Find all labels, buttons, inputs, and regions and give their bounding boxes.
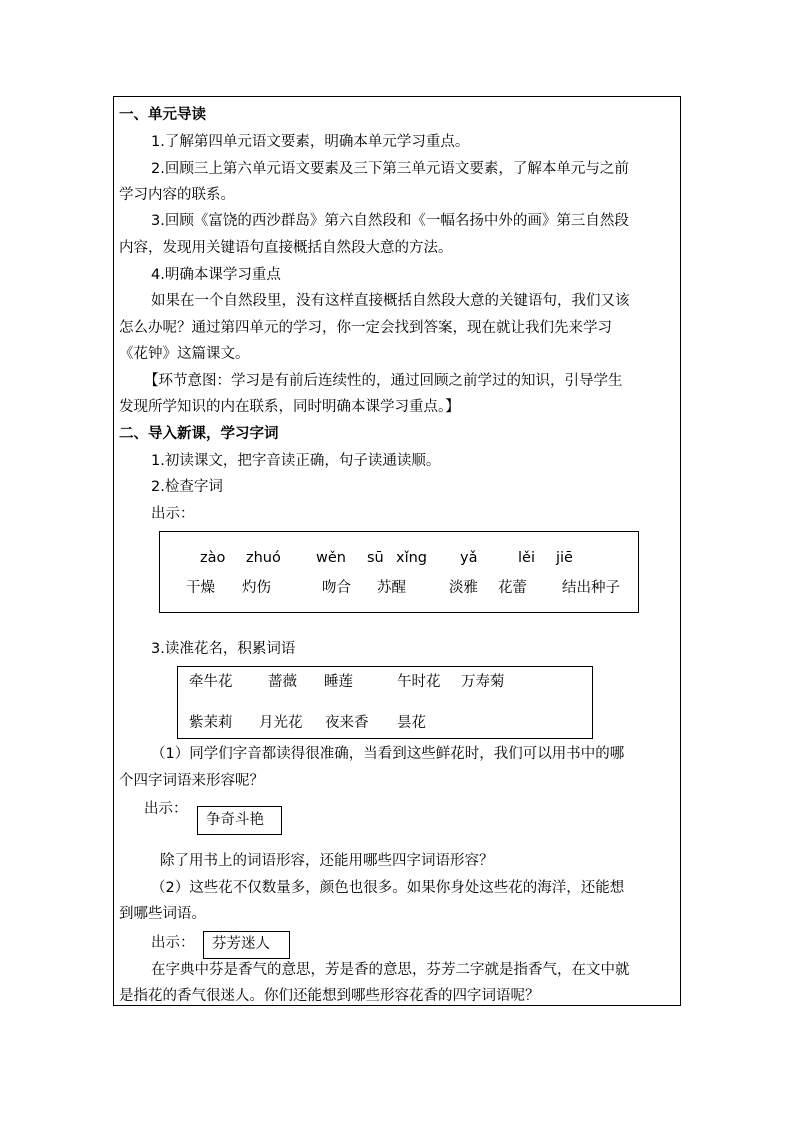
show-label-1: 出示：: [151, 506, 195, 522]
section1-note-line1: 【环节意图：学习是有前后连续性的，通过回顾之前学过的知识，引导学生: [144, 373, 623, 389]
word-wenhe: 吻合: [322, 580, 351, 596]
section1-heading: 一、单元导读: [119, 107, 206, 123]
section1-item1: 1.了解第四单元语文要素，明确本单元学习重点。: [151, 134, 470, 150]
word-zhuoshang: 灼伤: [242, 580, 271, 596]
pinyin-lei: lěi: [518, 550, 535, 566]
flower-qiangwei: 蔷薇: [268, 674, 297, 690]
section1-item2-line1: 2.回顾三上第六单元语文要素及三下第三单元语文要素，了解本单元与之前: [151, 161, 629, 177]
pinyin-zao: zào: [200, 550, 226, 566]
pinyin-wen: wěn: [316, 550, 346, 566]
vocabulary-box: [159, 531, 639, 613]
flower-wanshouju: 万寿菊: [461, 674, 505, 690]
explanation-line1: 在字典中芬是香气的意思，芳是香的意思，芬芳二字就是指香气，在文中就: [151, 962, 630, 978]
flower-yelaixiang: 夜来香: [325, 715, 369, 731]
section1-item3-line1: 3.回顾《富饶的西沙群岛》第六自然段和《一幅名扬中外的画》第三自然段: [151, 213, 629, 229]
question2-line1: （2）这些花不仅数量多，颜色也很多。如果你身处这些花的海洋，还能想: [151, 880, 625, 896]
show-label-2: 出示：: [144, 801, 188, 817]
word-jiechuzhongzi: 结出种子: [562, 580, 620, 596]
flower-shuilian: 睡莲: [324, 674, 353, 690]
flower-wushihua: 午时花: [397, 674, 441, 690]
section1-para-line2: 怎么办呢？通过第四单元的学习，你一定会找到答案，现在就让我们先来学习: [119, 320, 612, 336]
section1-note-line2: 发现所学知识的内在联系，同时明确本课学习重点。】: [119, 399, 460, 415]
flower-names-box: [177, 666, 593, 739]
question1-line1: （1）同学们字音都读得很准确，当看到这些鲜花时，我们可以用书中的哪: [151, 746, 625, 762]
answer1-text: 争奇斗艳: [206, 812, 264, 828]
word-danya: 淡雅: [449, 580, 478, 596]
pinyin-su: sū: [367, 550, 384, 566]
section1-para-line3: 《花钟》这篇课文。: [119, 346, 250, 362]
section2-item3: 3.读准花名，积累词语: [151, 641, 296, 657]
section1-item2-line2: 学习内容的联系。: [119, 187, 235, 203]
pinyin-xing: xǐng: [396, 550, 428, 566]
flower-zimoli: 紫茉莉: [189, 715, 233, 731]
section2-heading: 二、导入新课，学习字词: [119, 426, 279, 442]
section1-item4: 4.明确本课学习重点: [151, 267, 281, 283]
question1-followup: 除了用书上的词语形容，还能用哪些四字词语形容？: [160, 853, 494, 869]
question2-line2: 到哪些词语。: [119, 906, 206, 922]
section2-item2: 2.检查字词: [151, 479, 223, 495]
pinyin-jie: jiē: [556, 550, 573, 566]
section2-item1: 1.初读课文，把字音读正确，句子读通读顺。: [151, 453, 441, 469]
section1-item3-line2: 内容，发现用关键语句直接概括自然段大意的方法。: [119, 240, 453, 256]
flower-tanhua: 昙花: [397, 715, 426, 731]
pinyin-ya: yǎ: [460, 550, 478, 566]
explanation-line2: 是指花的香气很迷人。你们还能想到哪些形容花香的四字词语呢？: [119, 988, 540, 1004]
flower-yueguanghua: 月光花: [259, 715, 303, 731]
word-ganzao: 干燥: [186, 580, 215, 596]
pinyin-zhuo: zhuó: [246, 550, 281, 566]
answer2-text: 芬芳迷人: [212, 936, 270, 952]
show-label-3: 出示：: [151, 935, 195, 951]
question1-line2: 个四字词语来形容呢？: [119, 773, 264, 789]
word-suxing: 苏醒: [377, 580, 406, 596]
section1-para-line1: 如果在一个自然段里，没有这样直接概括自然段大意的关键语句，我们又该: [151, 293, 630, 309]
word-hualei: 花蕾: [498, 580, 527, 596]
flower-qianniuhua: 牵牛花: [189, 674, 233, 690]
